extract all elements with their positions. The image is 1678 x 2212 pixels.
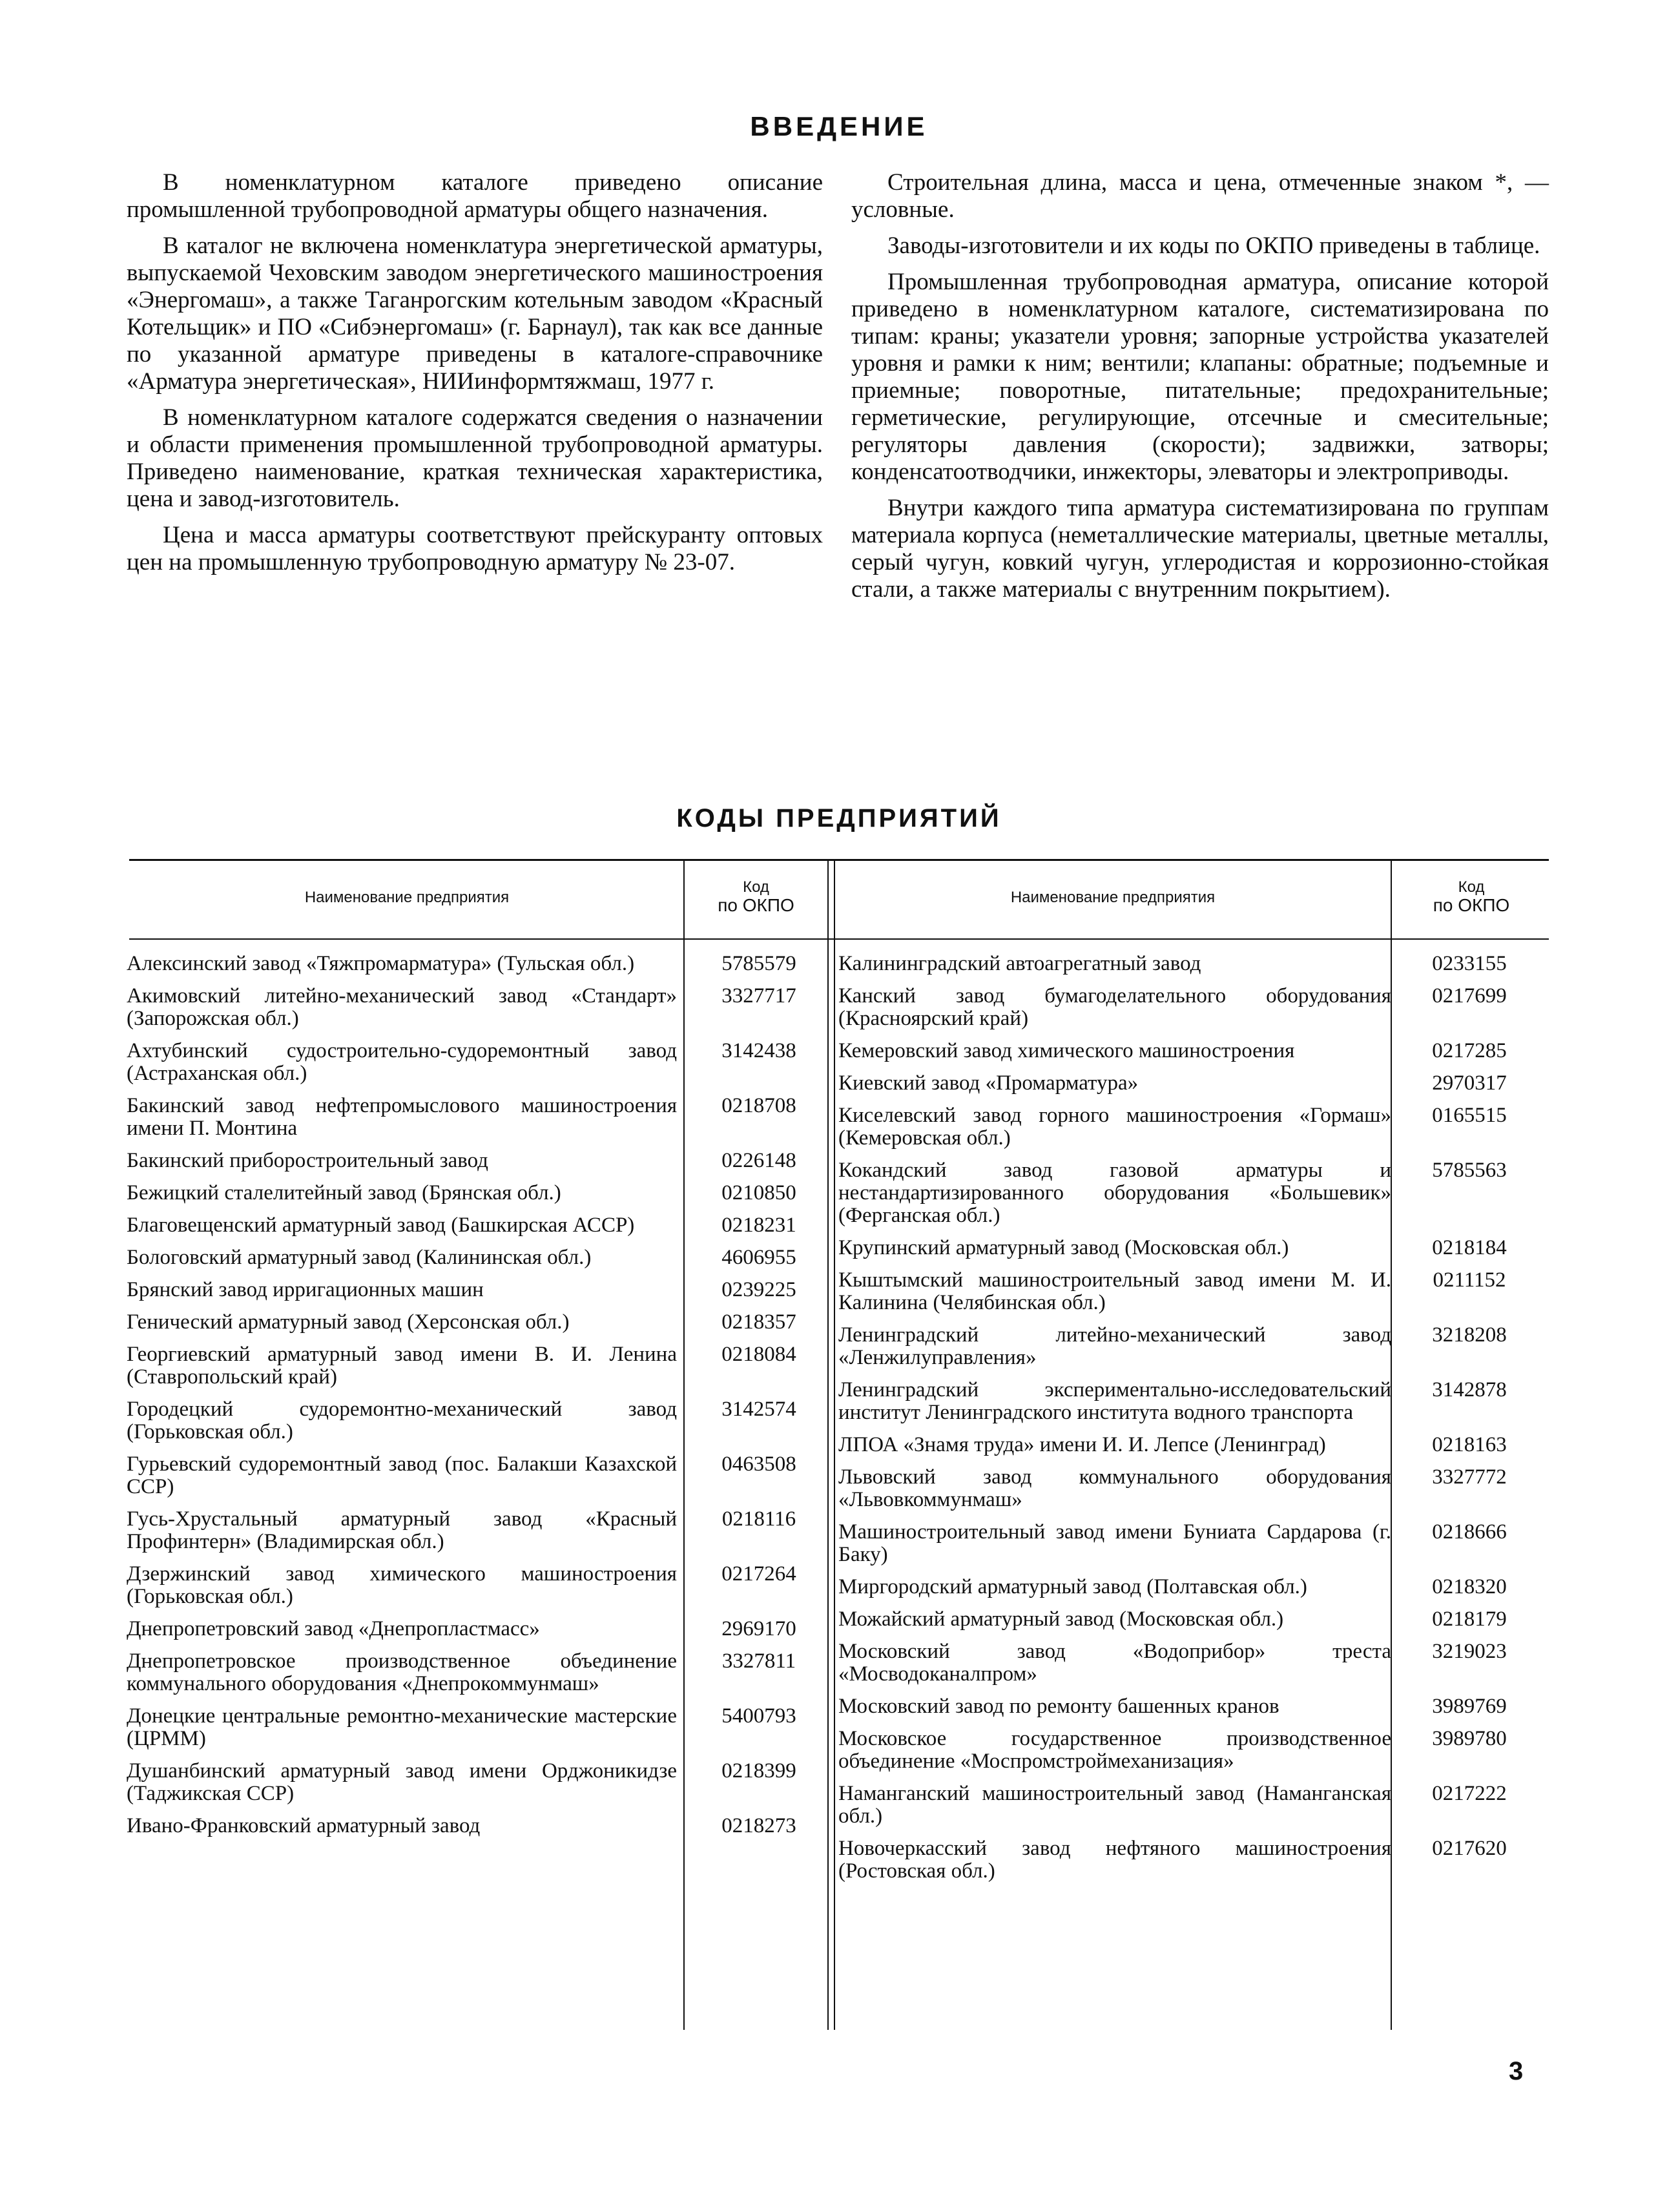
okpo-code: 3327811 [721,1649,796,1673]
table-row [127,1760,813,1805]
table-row [838,1159,1528,1227]
table-row [127,1563,813,1608]
okpo-code: 0218399 [721,1759,796,1783]
okpo-code: 0218163 [1432,1433,1507,1456]
okpo-code: 0218320 [1432,1575,1507,1598]
okpo-code: 0239225 [721,1278,796,1301]
table-row [838,985,1528,1030]
enterprise-name: Акимовский литейно-механический завод «Стандарт» (Запорожская обл.) [127,984,677,1030]
okpo-code: 0165515 [1432,1104,1507,1127]
intro-paragraph: Внутри каждого типа арматура систематизирована по группам материала корпуса (неметаллические материалы, цветные металлы, серый чугун, ковкий чугун, углеродистая и коррозионно-стойкая стали, а также материалы с внутренним покрытием). [851,495,1549,603]
table-row [838,1040,1528,1062]
enterprise-name: Московский завод по ремонту башенных кранов [838,1695,1279,1718]
enterprise-name: Донецкие центральные ремонтно-механические мастерские (ЦРММ) [127,1704,677,1750]
section-title: КОДЫ ПРЕДПРИЯТИЙ [676,804,1002,832]
table-row [127,1279,813,1301]
enterprise-name: Ленинградский литейно-механический завод «Ленжилуправления» [838,1323,1391,1369]
enterprise-name: Канский завод бумагоделательного оборудования (Красноярский край) [838,984,1391,1030]
okpo-code: 0218708 [721,1094,796,1117]
table-row [127,1311,813,1334]
enterprise-name: Георгиевский арматурный завод имени В. И. Ленина (Ставропольский край) [127,1343,677,1389]
table-row [838,1104,1528,1150]
okpo-code: 0226148 [721,1149,796,1172]
enterprise-name: Бежицкий сталелитейный завод (Брянская обл.) [127,1181,561,1204]
table-row [127,1095,813,1140]
enterprise-name: Днепропетровский завод «Днепропластмасс» [127,1617,540,1640]
table-row [838,1576,1528,1598]
enterprise-name: Машиностроительный завод имени Буниата Сардарова (г. Баку) [838,1520,1391,1566]
column-divider [827,861,829,2030]
column-divider [834,861,835,2030]
okpo-code: 0218116 [721,1507,796,1531]
okpo-code: 0218666 [1432,1520,1507,1544]
enterprise-name: Городецкий судоремонтно-механический завод (Горьковская обл.) [127,1398,677,1443]
table-row [838,1640,1528,1686]
okpo-code: 0218179 [1432,1607,1507,1631]
okpo-code: 0211152 [1433,1268,1506,1292]
enterprise-name: Душанбинский арматурный завод имени Орджоникидзе (Таджикская ССР) [127,1759,677,1805]
table-row [127,1815,813,1837]
okpo-code: 0217620 [1432,1837,1507,1860]
enterprise-name: Бакинский приборостроительный завод [127,1149,488,1172]
header-name-left: Наименование предприятия [304,889,510,906]
header-code-right [1394,878,1549,915]
table-row [838,1521,1528,1566]
enterprise-name: Алексинский завод «Тяжпромарматура» (Тульская обл.) [127,952,635,975]
okpo-code: 2970317 [1432,1071,1507,1095]
table-row [838,1783,1528,1828]
enterprise-name: Дзержинский завод химического машиностроения (Горьковская обл.) [127,1562,677,1608]
enterprise-name: Ивано-Франковский арматурный завод [127,1814,481,1837]
okpo-code: 3327772 [1432,1465,1507,1489]
table-row [838,1237,1528,1259]
table-row [838,1269,1528,1314]
table-row [127,1650,813,1695]
table-row [838,1324,1528,1369]
enterprise-name: Московский завод «Водоприбор» треста «Мосводоканалпром» [838,1640,1391,1686]
enterprise-name: Крупинский арматурный завод (Московская обл.) [838,1236,1289,1259]
table-row [838,1434,1528,1456]
enterprise-name: Днепропетровское производственное объединение коммунального оборудования «Днепрокоммунмаш» [127,1649,677,1695]
okpo-code: 0210850 [721,1181,796,1204]
okpo-code: 4606955 [721,1246,796,1269]
table-header-rule [129,938,1549,940]
okpo-code: 0463508 [721,1452,796,1476]
table-row [127,1398,813,1443]
okpo-code: 0233155 [1432,952,1507,975]
okpo-code: 5785563 [1432,1159,1507,1182]
table-row [127,1214,813,1237]
okpo-code: 5785579 [721,952,796,975]
enterprise-name: Миргородский арматурный завод (Полтавская обл.) [838,1575,1307,1598]
table-row [838,953,1528,975]
table-row [127,1182,813,1204]
enterprise-name: Киселевский завод горного машиностроения «Гормаш» (Кемеровская обл.) [838,1104,1391,1150]
okpo-code: 0218231 [721,1214,796,1237]
table-right-column [838,953,1528,1892]
intro-paragraph: В номенклатурном каталоге приведено описание промышленной трубопроводной арматуры общего назначения. [127,169,823,223]
table-row [127,1343,813,1389]
okpo-code: 0218273 [721,1814,796,1837]
header-name-right: Наименование предприятия [1010,889,1216,906]
okpo-code: 0217285 [1432,1039,1507,1062]
okpo-code: 0217222 [1432,1782,1507,1805]
enterprise-name: Киевский завод «Промарматура» [838,1071,1139,1095]
okpo-code: 2969170 [721,1617,796,1640]
okpo-code: 3989780 [1432,1727,1507,1750]
table-row [127,1040,813,1085]
table-row [838,1466,1528,1511]
enterprise-name: Брянский завод ирригационных машин [127,1278,484,1301]
table-row [127,1453,813,1498]
table-row [838,1695,1528,1718]
okpo-code: 0217264 [721,1562,796,1586]
intro-paragraph: Строительная длина, масса и цена, отмеченные знаком *, — условные. [851,169,1549,223]
header-code-line1: Код [1458,878,1485,896]
okpo-code: 0217699 [1432,984,1507,1008]
enterprise-name: Московское государственное производственное объединение «Моспромстроймеханизация» [838,1727,1391,1773]
page-number: 3 [1509,2057,1524,2085]
header-code-line1: Код [743,878,769,896]
intro-right-column [851,169,1549,612]
okpo-code: 3218208 [1432,1323,1507,1347]
okpo-code: 3989769 [1432,1695,1507,1718]
okpo-code: 0218084 [721,1343,796,1366]
enterprise-name: Кыштымский машиностроительный завод имени М. И. Калинина (Челябинская обл.) [838,1268,1391,1314]
enterprise-name: Калининградский автоагрегатный завод [838,952,1201,975]
enterprise-name: Генический арматурный завод (Херсонская обл.) [127,1310,570,1334]
intro-paragraph: В каталог не включена номенклатура энергетической арматуры, выпускаемой Чеховским заводом энергетического машиностроения «Энергомаш», а также Таганрогским котельным заводом «Красный Котельщик» и ПО «Сибэнергомаш» (г. Барнаул), так как все данные по указанной арматуре приведены в каталоге-справочнике «Арматура энергетическая», НИИинформтяжмаш, 1977 г. [127,233,823,395]
okpo-code: 0218357 [721,1310,796,1334]
table-left-column [127,953,813,1847]
table-row [127,985,813,1030]
table-row [127,1705,813,1750]
enterprise-name: Бакинский завод нефтепромыслового машиностроения имени П. Монтина [127,1094,677,1140]
page-title: ВВЕДЕНИЕ [750,111,928,141]
intro-paragraph: Промышленная трубопроводная арматура, описание которой приведено в номенклатурном каталоге, систематизирована по типам: краны; указатели уровня; запорные устройства указателей уровня и рамки к ним; вентили; клапаны: обратные; подъемные и приемные; поворотные, питательные; предохранительные; герметические, регулирующие, отсечные и смесительные; регуляторы давления (скорости); задвижки, затворы; конденсатоотводчики, инжекторы, элеваторы и электроприводы. [851,269,1549,485]
enterprise-name: Гусь-Хрустальный арматурный завод «Красный Профинтерн» (Владимирская обл.) [127,1507,677,1553]
intro-paragraph: Цена и масса арматуры соответствуют прейскуранту оптовых цен на промышленную трубопроводную арматуру № 23-07. [127,522,823,575]
table-row [838,1379,1528,1424]
header-code-line2: по ОКПО [718,895,794,915]
table-row [127,1508,813,1553]
okpo-code: 3142438 [721,1039,796,1062]
enterprise-name: Наманганский машиностроительный завод (Наманганская обл.) [838,1782,1391,1828]
okpo-code: 3327717 [721,984,796,1008]
table-row [838,1072,1528,1095]
enterprise-name: Благовещенский арматурный завод (Башкирская АССР) [127,1214,635,1237]
enterprise-name: Бологовский арматурный завод (Калининская обл.) [127,1246,592,1269]
enterprise-name: Ахтубинский судостроительно-судоремонтный завод (Астраханская обл.) [127,1039,677,1085]
table-row [127,1150,813,1172]
intro-paragraph: Заводы-изготовители и их коды по ОКПО приведены в таблице. [887,233,1540,259]
intro-paragraph: В номенклатурном каталоге содержатся сведения о назначении и области применения промышленной трубопроводной арматуры. Приведено наименование, краткая техническая характеристика, цена и завод-изготовитель. [127,404,823,512]
table-row [127,1618,813,1640]
okpo-code: 0218184 [1432,1236,1507,1259]
okpo-code: 5400793 [721,1704,796,1728]
table-row [838,1608,1528,1631]
header-code-line2: по ОКПО [1433,895,1510,915]
table-top-rule [129,859,1549,861]
okpo-code: 3142878 [1432,1378,1507,1401]
header-code-left [686,878,826,915]
table-row [127,1246,813,1269]
table-row [838,1728,1528,1773]
table-row [838,1837,1528,1883]
enterprise-name: Гурьевский судоремонтный завод (пос. Балакши Казахской ССР) [127,1452,677,1498]
enterprise-name: ЛПОА «Знамя труда» имени И. И. Лепсе (Ленинград) [838,1433,1326,1456]
enterprise-name: Можайский арматурный завод (Московская обл.) [838,1607,1284,1631]
okpo-code: 3219023 [1432,1640,1507,1663]
table-row [127,953,813,975]
enterprise-name: Кокандский завод газовой арматуры и нестандартизированного оборудования «Большевик» (Ферганская обл.) [838,1159,1391,1227]
enterprise-name: Ленинградский экспериментально-исследовательский институт Ленинградского института водного транспорта [838,1378,1391,1424]
okpo-code: 3142574 [721,1398,796,1421]
enterprise-name: Новочеркасский завод нефтяного машиностроения (Ростовская обл.) [838,1837,1391,1883]
enterprise-name: Львовский завод коммунального оборудования «Львовкоммунмаш» [838,1465,1391,1511]
enterprise-name: Кемеровский завод химического машиностроения [838,1039,1295,1062]
intro-left-column [127,169,823,585]
